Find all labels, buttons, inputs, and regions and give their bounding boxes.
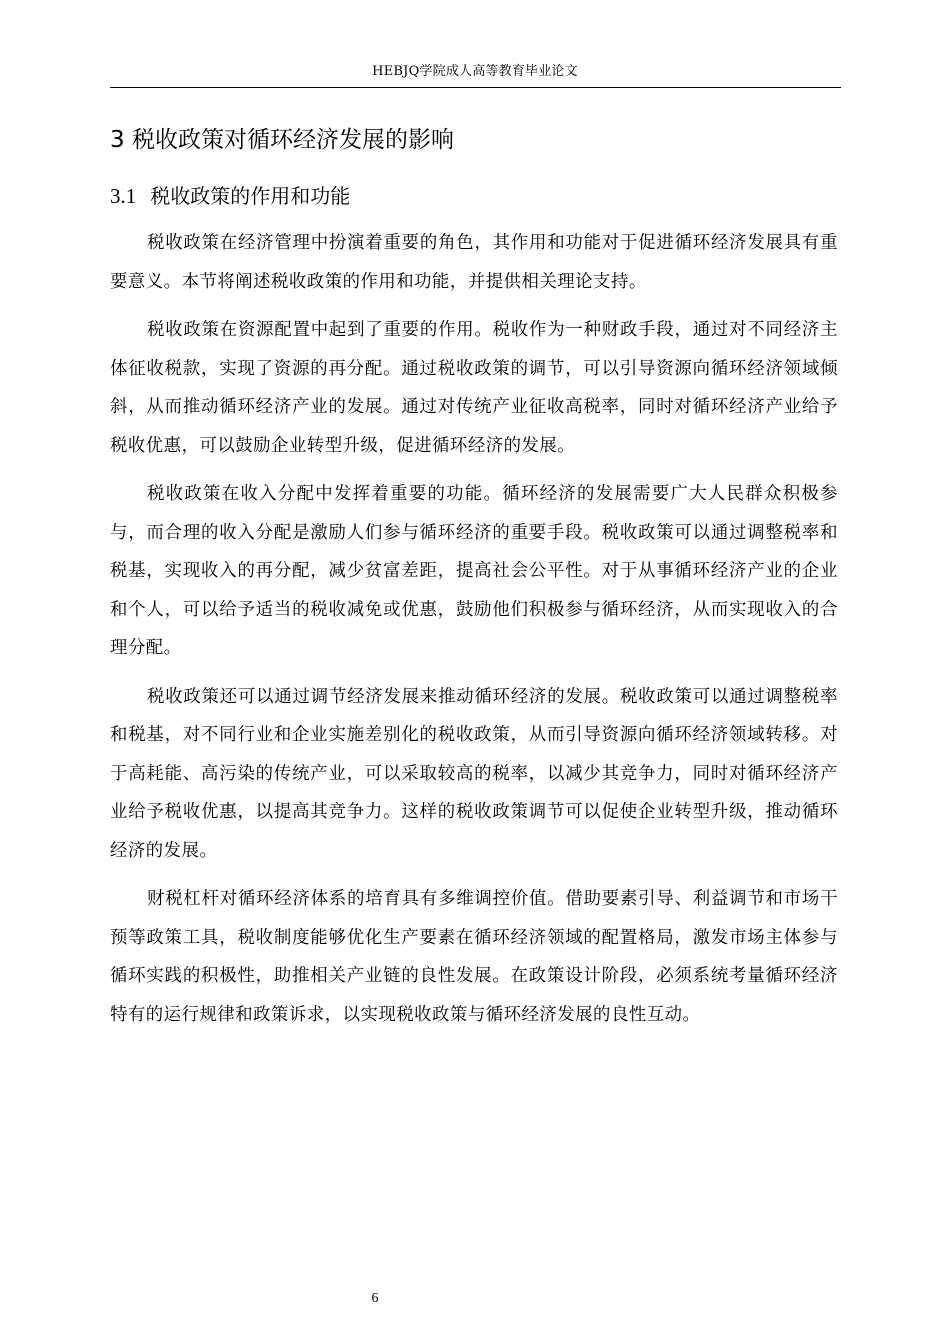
chapter-title: 3 税收政策对循环经济发展的影响 — [110, 127, 454, 153]
paragraph: 税收政策在收入分配中发挥着重要的功能。循环经济的发展需要广大人民群众积极参与，而合理的收入分配是激励人们参与循环经济的重要手段。税收政策可以通过调整税率和税基，实现收入的再分配，减少贫富差距，提高社会公平性。对于从事循环经济产业的企业和个人，可以给予适当的税收减免或优惠，鼓励他们积极参与循环经济，从而实现收入的合理分配。 — [110, 484, 838, 658]
paragraph: 税收政策还可以通过调节经济发展来推动循环经济的发展。税收政策可以通过调整税率和税基，对不同行业和企业实施差别化的税收政策，从而引导资源向循环经济领域转移。对于高耗能、高污染的传统产业，可以采取较高的税率，以减少其竞争力，同时对循环经济产业给予税收优惠，以提高其竞争力。这样的税收政策调节可以促使企业转型升级，推动循环经济的发展。 — [110, 686, 838, 861]
page-number: 6 — [371, 1291, 379, 1306]
header-divider — [110, 87, 841, 88]
page-header: HEBJQ学院成人高等教育毕业论文 — [372, 64, 578, 79]
paragraph: 税收政策在经济管理中扮演着重要的角色，其作用和功能对于促进循环经济发展具有重要意义。本节将阐述税收政策的作用和功能，并提供相关理论支持。 — [110, 233, 838, 292]
paragraph: 财税杠杆对循环经济体系的培育具有多维调控价值。借助要素引导、利益调节和市场干预等政策工具，税收制度能够优化生产要素在循环经济领域的配置格局，激发市场主体参与循环实践的积极性，助推相关产业链的良性发展。在政策设计阶段，必须系统考量循环经济特有的运行规律和政策诉求，以实现税收政策与循环经济发展的良性互动。 — [110, 889, 838, 1025]
body-text — [110, 224, 838, 1044]
section-title — [110, 181, 350, 211]
section-number: 3.1 — [110, 184, 137, 208]
section-title-text: 税收政策的作用和功能 — [150, 184, 351, 208]
paragraph: 税收政策在资源配置中起到了重要的作用。税收作为一种财政手段，通过对不同经济主体征收税款，实现了资源的再分配。通过税收政策的调节，可以引导资源向循环经济领域倾斜，从而推动循环经济产业的发展。通过对传统产业征收高税率，同时对循环经济产业给予税收优惠，可以鼓励企业转型升级，促进循环经济的发展。 — [110, 320, 838, 456]
